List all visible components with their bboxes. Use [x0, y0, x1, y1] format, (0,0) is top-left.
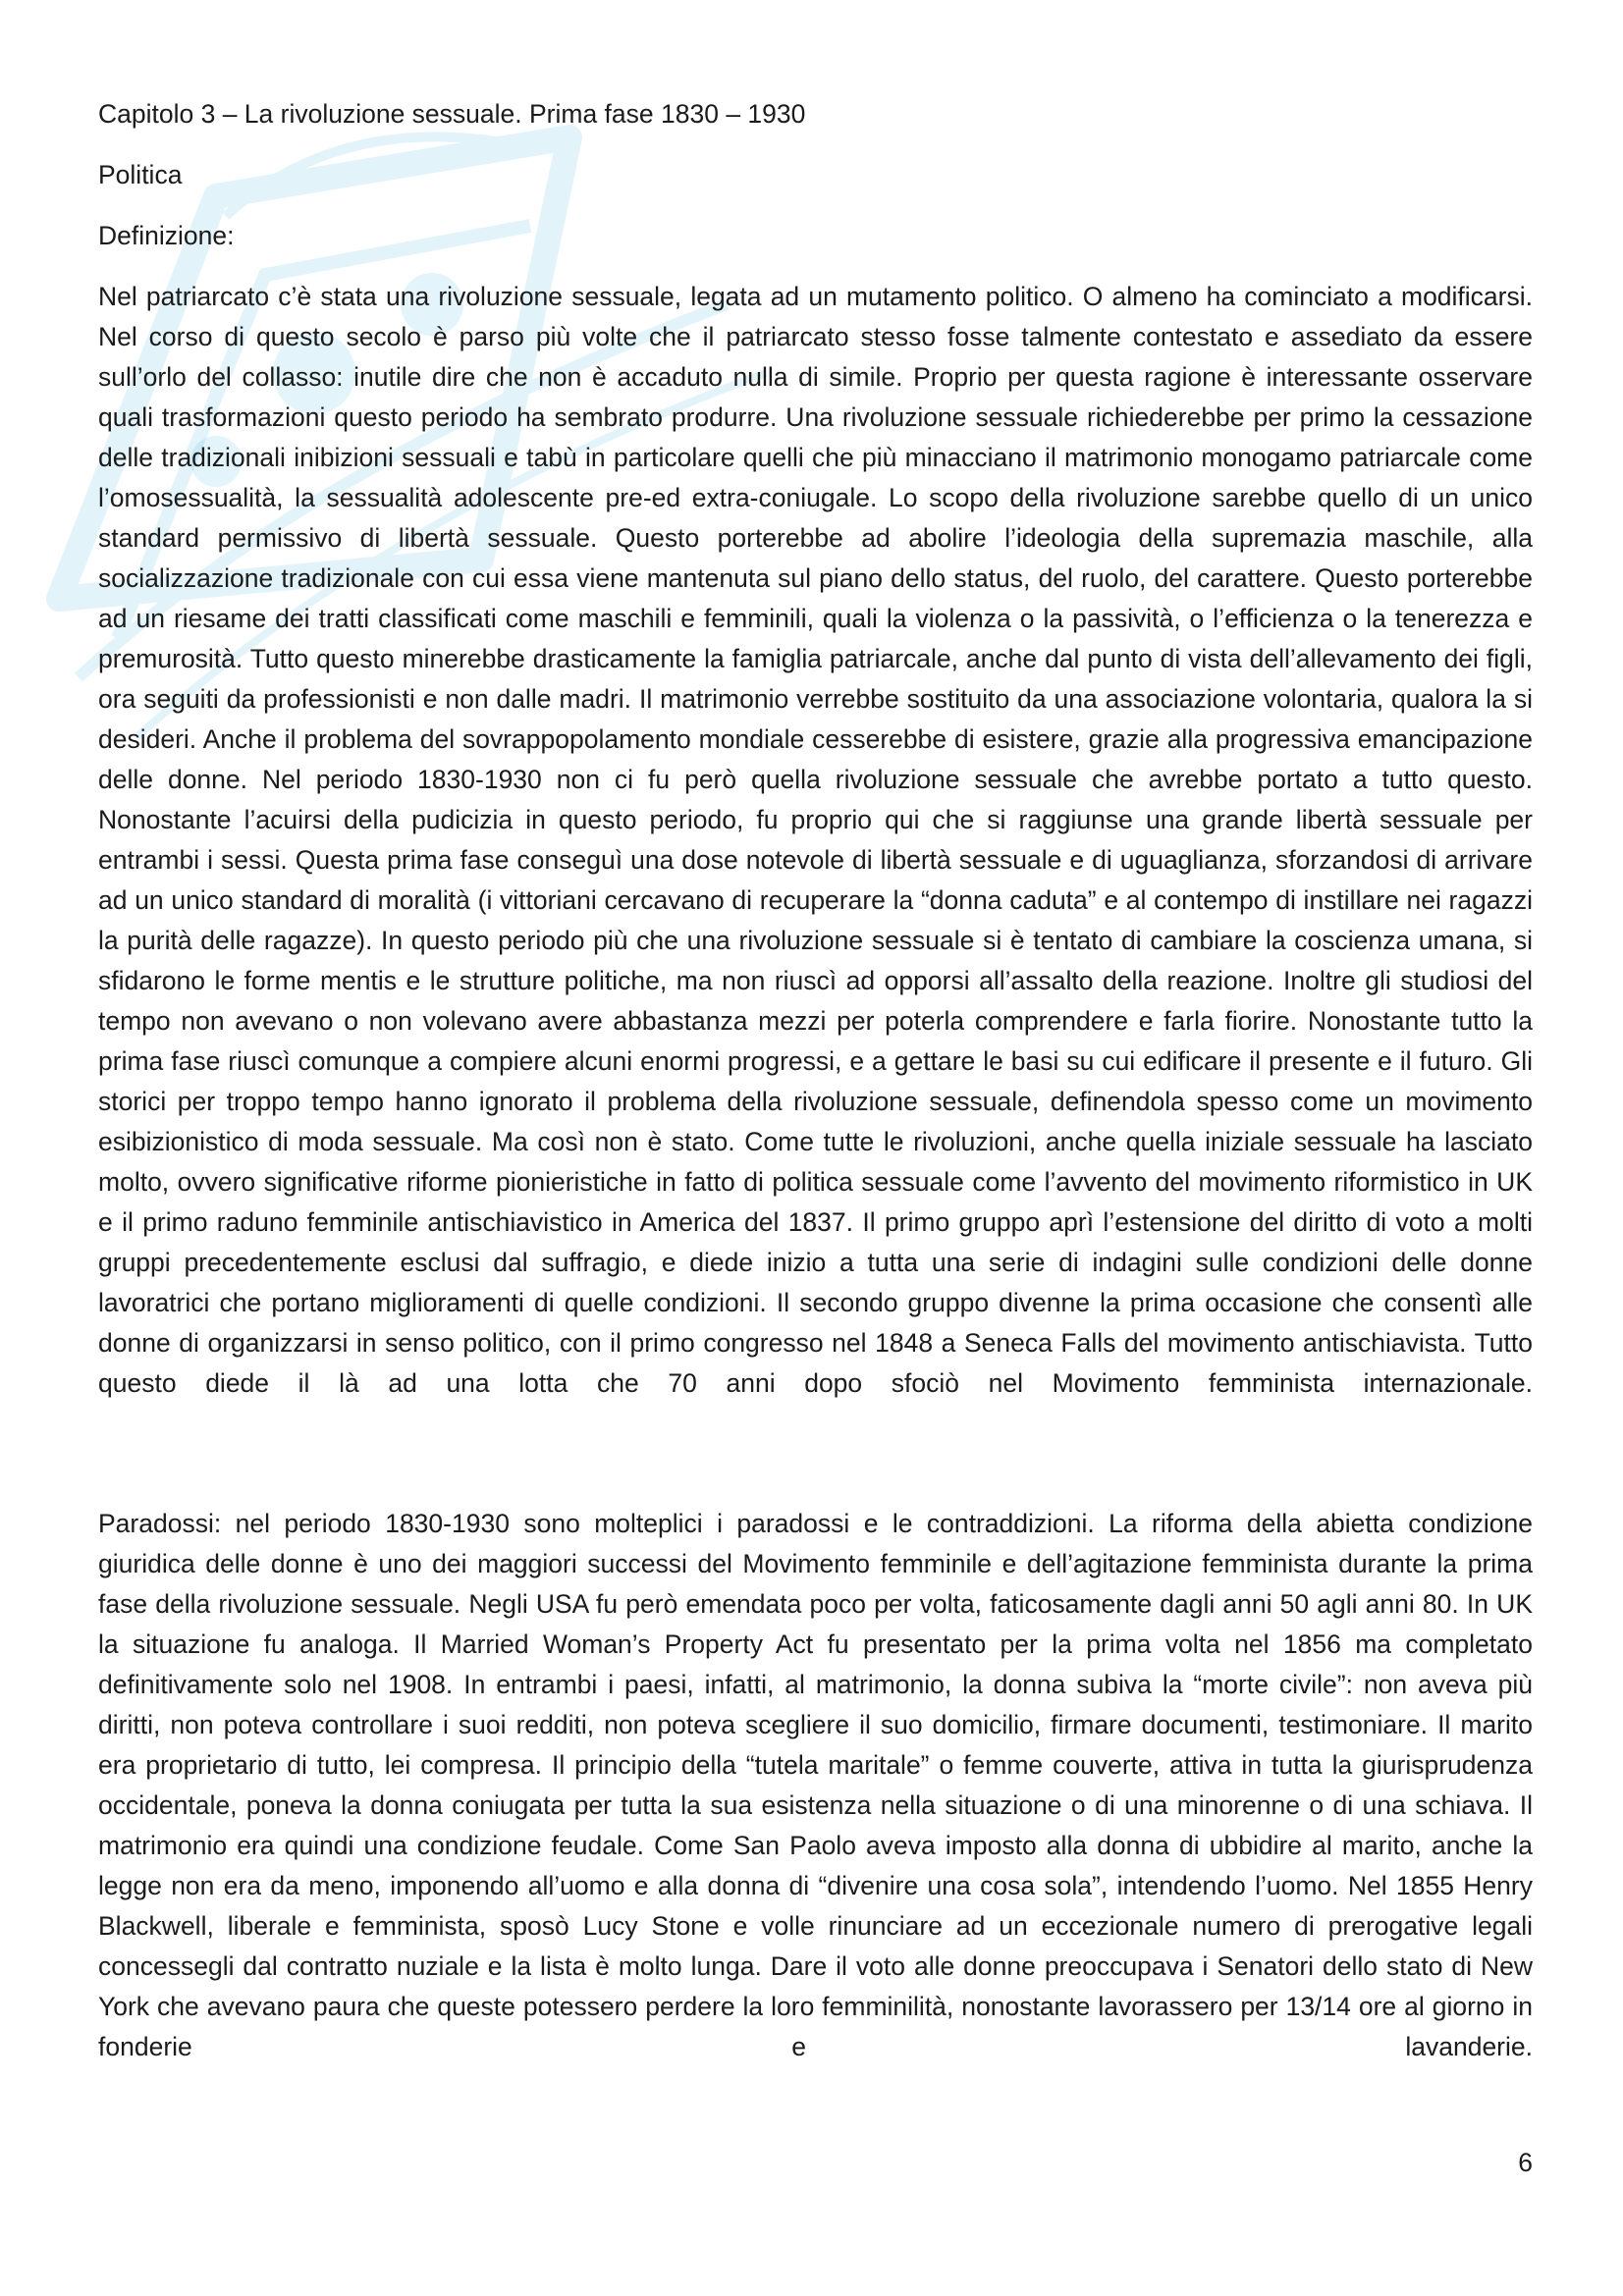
paragraph-paradoxes: Paradossi: nel periodo 1830-1930 sono molteplici i paradossi e le contraddizioni. La riforma della abietta condizione giuridica delle donne è uno dei maggiori successi del Movimento femminile e dell’agitazione femminista durante la prima fase della rivoluzione sessuale. Negli USA fu però emendata poco per volta, faticosamente dagli anni 50 agli anni 80. In UK la situazione fu analoga. Il Married Woman’s Property Act fu presentato per la prima volta nel 1856 ma completato definitivamente solo nel 1908. In entrambi i paesi, infatti, al matrimonio, la donna subiva la “morte civile”: non aveva più diritti, non poteva controllare i suoi redditi, non poteva scegliere il suo domicilio, firmare documenti, testimoniare. Il marito era proprietario di tutto, lei compresa. Il principio della “tutela maritale” o femme couverte, attiva in tutta la giurisprudenza occidentale, poneva la donna coniugata per tutta la sua esistenza nella situazione o di una minorenne o di una schiava. Il matrimonio era quindi una condizione feudale. Come San Paolo aveva imposto alla donna di ubbidire al marito, anche la legge non era da meno, imponendo all’uomo e alla donna di “divenire una cosa sola”, intendendo l’uomo. Nel 1855 Henry Blackwell, liberale e femminista, sposò Lucy Stone e volle rinunciare ad un eccezionale numero di prerogative legali concessegli dal contratto nuziale e la lista è molto lunga. Dare il voto alle donne preoccupava i Senatori dello stato di New York che avevano paura che queste potessero perdere la loro femminilità, nonostante lavorassero per 13/14 ore al giorno in fonderie e lavanderie. — [98, 1509, 1533, 2061]
document-body — [98, 94, 1533, 2067]
paragraph-definition: Nel patriarcato c’è stata una rivoluzione sessuale, legata ad un mutamento politico. O almeno ha cominciato a modificarsi. Nel corso di questo secolo è parso più volte che il patriarcato stesso fosse talmente contestato e assediato da essere sull’orlo del collasso: inutile dire che non è accaduto nulla di simile. Proprio per questa ragione è interessante osservare quali trasformazioni questo periodo ha sembrato produrre. Una rivoluzione sessuale richiederebbe per primo la cessazione delle tradizionali inibizioni sessuali e tabù in particolare quelli che più minacciano il matrimonio monogamo patriarcale come l’omosessualità, la sessualità adolescente pre-ed extra-coniugale. Lo scopo della rivoluzione sarebbe quello di un unico standard permissivo di libertà sessuale. Questo porterebbe ad abolire l’ideologia della supremazia maschile, alla socializzazione tradizionale con cui essa viene mantenuta sul piano dello status, del ruolo, del carattere. Questo porterebbe ad un riesame dei tratti classificati come maschili e femminili, quali la violenza o la passività, o l’efficienza o la tenerezza e premurosità. Tutto questo minerebbe drasticamente la famiglia patriarcale, anche dal punto di vista dell’allevamento dei figli, ora seguiti da professionisti e non dalle madri. Il matrimonio verrebbe sostituito da una associazione volontaria, qualora la si desideri. Anche il problema del sovrappopolamento mondiale cesserebbe di esistere, grazie alla progressiva emancipazione delle donne. Nel periodo 1830-1930 non ci fu però quella rivoluzione sessuale che avrebbe portato a tutto questo. Nonostante l’acuirsi della pudicizia in questo periodo, fu proprio qui che si raggiunse una grande libertà sessuale per entrambi i sessi. Questa prima fase conseguì una dose notevole di libertà sessuale e di uguaglianza, sforzandosi di arrivare ad un unico standard di moralità (i vittoriani cercavano di recuperare la “donna caduta” e al contempo di instillare nei ragazzi la purità delle ragazze). In questo periodo più che una rivoluzione sessuale si è tentato di cambiare la coscienza umana, si sfidarono le forme mentis e le strutture politiche, ma non riuscì ad opporsi all’assalto della reazione. Inoltre gli studiosi del tempo non avevano o non volevano avere abbastanza mezzi per poterla comprendere e farla fiorire. Nonostante tutto la prima fase riuscì comunque a compiere alcuni enormi progressi, e a gettare le basi su cui edificare il presente e il futuro. Gli storici per troppo tempo hanno ignorato il problema della rivoluzione sessuale, definendola spesso come un movimento esibizionistico di moda sessuale. Ma così non è stato. Come tutte le rivoluzioni, anche quella iniziale sessuale ha lasciato molto, ovvero significative riforme pionieristiche in fatto di politica sessuale come l’avvento del movimento riformistico in UK e il primo raduno femminile antischiavistico in America del 1837. Il primo gruppo aprì l’estensione del diritto di voto a molti gruppi precedentemente esclusi dal suffragio, e diede inizio a tutta una serie di indagini sulle condizioni delle donne lavoratrici che portano miglioramenti di quelle condizioni. Il secondo gruppo divenne la prima occasione che consentì alle donne di organizzarsi in senso politico, con il primo congresso nel 1848 a Seneca Falls del movimento antischiavista. Tutto questo diede il là ad una lotta che 70 anni dopo sfociò nel Movimento femminista internazionale. — [98, 282, 1533, 1398]
section-title: Politica — [98, 160, 183, 189]
page-number: 6 — [1518, 2148, 1533, 2177]
chapter-title: Capitolo 3 – La rivoluzione sessuale. Prima fase 1830 – 1930 — [98, 99, 806, 129]
definition-label: Definizione: — [98, 221, 235, 250]
